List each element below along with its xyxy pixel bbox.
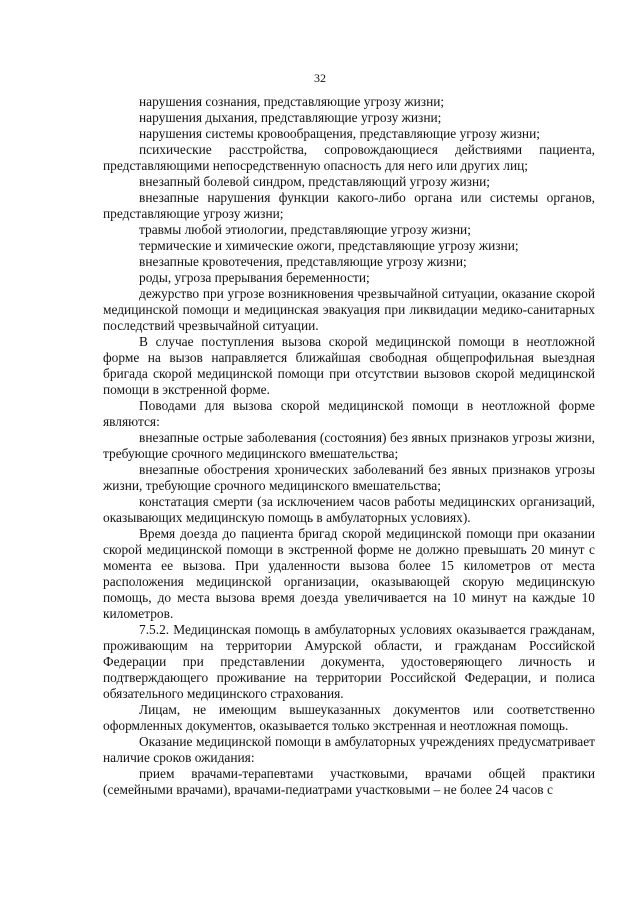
- paragraph: 7.5.2. Медицинская помощь в амбулаторных условиях оказывается гражданам, проживающим на территории Амурской области, и гражданам Российской Федерации при представлении документа, удостоверяющего личность и подтверждающего проживание на территории Российской Федерации, и полиса обязательного медицинского страхования.: [103, 622, 595, 701]
- document-body: [103, 94, 595, 798]
- paragraph: внезапный болевой синдром, представляющий угрозу жизни;: [139, 174, 490, 189]
- paragraph: Поводами для вызова скорой медицинской помощи в неотложной форме являются:: [103, 398, 595, 429]
- paragraph: дежурство при угрозе возникновения чрезвычайной ситуации, оказание скорой медицинской помощи и медицинская эвакуация при ликвидации медико-санитарных последствий чрезвычайной ситуации.: [103, 286, 595, 333]
- paragraph: Время доезда до пациента бригад скорой медицинской помощи при оказании скорой медицинской помощи в экстренной форме не должно превышать 20 минут с момента ее вызова. При удаленности вызова более 15 километров от места расположения медицинской организации, оказывающей скорую медицинскую помощь, до места вызова время доезда увеличивается на 10 минут на каждые 10 километров.: [103, 526, 595, 621]
- paragraph: нарушения системы кровообращения, представляющие угрозу жизни;: [139, 126, 540, 141]
- paragraph: травмы любой этиологии, представляющие угрозу жизни;: [139, 222, 471, 237]
- paragraph: внезапные кровотечения, представляющие угрозу жизни;: [139, 254, 467, 269]
- paragraph: прием врачами-терапевтами участковыми, врачами общей практики (семейными врачами), врачами-педиатрами участковыми – не более 24 часов с: [103, 766, 595, 797]
- paragraph: нарушения дыхания, представляющие угрозу жизни;: [139, 110, 442, 125]
- paragraph: В случае поступления вызова скорой медицинской помощи в неотложной форме на вызов направляется ближайшая свободная общепрофильная выездная бригада скорой медицинской помощи при отсутствии вызовов скорой медицинской помощи в экстренной форме.: [103, 334, 595, 397]
- paragraph: термические и химические ожоги, представляющие угрозу жизни;: [139, 238, 519, 253]
- paragraph: внезапные нарушения функции какого-либо органа или системы органов, представляющие угрозу жизни;: [103, 190, 595, 221]
- paragraph: внезапные обострения хронических заболеваний без явных признаков угрозы жизни, требующие срочного медицинского вмешательства;: [103, 462, 595, 493]
- paragraph: внезапные острые заболевания (состояния) без явных признаков угрозы жизни, требующие срочного медицинского вмешательства;: [103, 430, 595, 461]
- paragraph: психические расстройства, сопровождающиеся действиями пациента, представляющими непосредственную опасность для него или других лиц;: [103, 142, 595, 173]
- page-number: 32: [314, 71, 326, 85]
- paragraph: роды, угроза прерывания беременности;: [139, 270, 370, 285]
- paragraph: Лицам, не имеющим вышеуказанных документов или соответственно оформленных документов, оказывается только экстренная и неотложная помощь.: [103, 702, 595, 733]
- paragraph: Оказание медицинской помощи в амбулаторных учреждениях предусматривает наличие сроков ожидания:: [103, 734, 595, 765]
- paragraph: констатация смерти (за исключением часов работы медицинских организаций, оказывающих медицинскую помощь в амбулаторных условиях).: [103, 494, 595, 525]
- paragraph: нарушения сознания, представляющие угрозу жизни;: [139, 94, 445, 109]
